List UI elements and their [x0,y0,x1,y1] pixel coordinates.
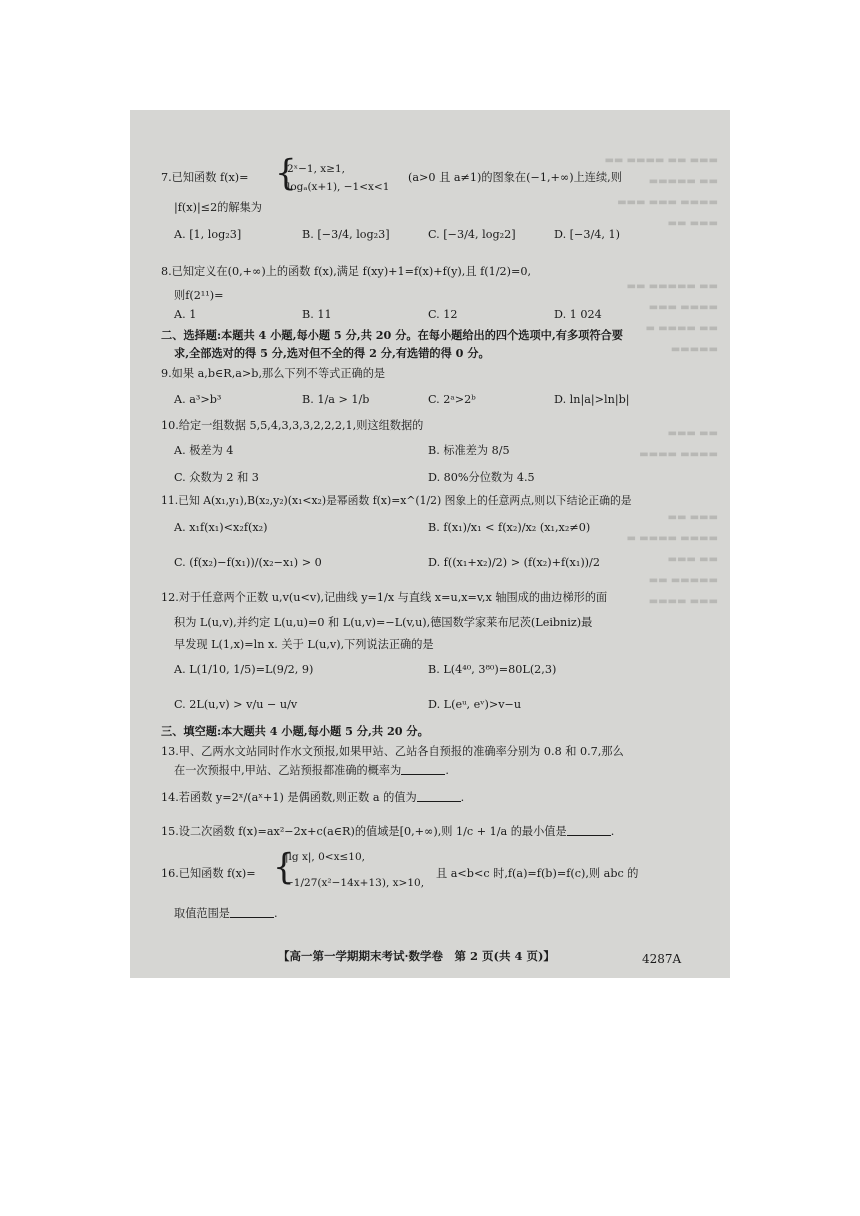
q12-option-c: C. 2L(u,v) > v/u − u/v [174,698,298,711]
q9-option-b: B. 1/a > 1/b [302,393,370,406]
q8-line1: 8.已知定义在(0,+∞)上的函数 f(x),满足 f(xy)+1=f(x)+f(y),且 f(1/2)=0, [161,265,532,278]
q7-prefix: 7.已知函数 f(x)= [161,171,249,184]
q15-text: 15.设二次函数 f(x)=ax²−2x+c(a∈R)的值域是[0,+∞),则 1/c + 1/a 的最小值是 . [161,825,615,838]
q16-answer-blank[interactable] [230,907,274,918]
q7-suffix: (a>0 且 a≠1)的图象在(−1,+∞)上连续,则 [408,171,622,184]
page-footer: 【高一第一学期期末考试·数学卷 第 2 页(共 4 页)】 [278,949,555,963]
section3-heading: 三、填空题:本大题共 4 小题,每小题 5 分,共 20 分。 [161,724,429,738]
q10-stem: 10.给定一组数据 5,5,4,3,3,3,2,2,2,1,则这组数据的 [161,419,424,432]
q15-answer-blank[interactable] [567,825,611,836]
q12-line3: 早发现 L(1,x)=ln x. 关于 L(u,v),下列说法正确的是 [174,638,434,651]
q16-prefix: 16.已知函数 f(x)= [161,867,256,880]
q16-case2: −1/27(x²−14x+13), x>10, [285,877,425,889]
q12-line2: 积为 L(u,v),并约定 L(u,u)=0 和 L(u,v)=−L(v,u),德国数学家莱布尼茨(Leibniz)最 [174,616,593,629]
q13-line1: 13.甲、乙两水文站同时作水文预报,如果甲站、乙站各自预报的准确率分别为 0.8 和 0.7,那么 [161,745,624,758]
q8-option-d: D. 1 024 [554,308,602,321]
q7-brace: { [275,152,297,194]
q7-line2: |f(x)|≤2的解集为 [174,201,262,214]
q16-brace: { [273,846,295,888]
q16-suffix: 且 a<b<c 时,f(a)=f(b)=f(c),则 abc 的 [436,867,639,880]
q11-option-a: A. x₁f(x₁)<x₂f(x₂) [174,521,268,534]
q10-option-a: A. 极差为 4 [174,444,234,457]
q11-stem: 11.已知 A(x₁,y₁),B(x₂,y₂)(x₁<x₂)是幂函数 f(x)=x^(1/2) 图象上的任意两点,则以下结论正确的是 [161,494,632,507]
paper-code: 4287A [642,952,682,966]
q10-option-c: C. 众数为 2 和 3 [174,471,259,484]
q10-option-d: D. 80%分位数为 4.5 [428,471,535,484]
q12-option-d: D. L(eᵘ, eᵛ)>v−u [428,698,522,711]
q12-option-a: A. L(1/10, 1/5)=L(9/2, 9) [174,663,314,676]
q9-option-d: D. ln|a|>ln|b| [554,393,630,406]
q11-option-c: C. (f(x₂)−f(x₁))/(x₂−x₁) > 0 [174,556,322,569]
q11-option-d: D. f((x₁+x₂)/2) > (f(x₂)+f(x₁))/2 [428,556,600,569]
q12-option-b: B. L(4⁴⁰, 3⁸⁰)=80L(2,3) [428,663,557,676]
q7-option-a: A. [1, log₂3] [174,228,242,241]
exam-page [130,110,730,978]
q8-line2: 则f(2¹¹)= [174,289,224,302]
q16-line2: 取值范围是 . [174,907,278,920]
q14-text: 14.若函数 y=2ˣ/(aˣ+1) 是偶函数,则正数 a 的值为 . [161,791,465,804]
section2-heading-cont: 求,全部选对的得 5 分,选对但不全的得 2 分,有选错的得 0 分。 [174,346,490,360]
q7-case1: 2ˣ−1, x≥1, [287,163,346,175]
q10-option-b: B. 标准差为 8/5 [428,444,510,457]
q14-answer-blank[interactable] [417,791,461,802]
q8-option-a: A. 1 [174,308,197,321]
q9-stem: 9.如果 a,b∈R,a>b,那么下列不等式正确的是 [161,367,386,380]
q8-option-c: C. 12 [428,308,458,321]
q7-case2: logₐ(x+1), −1<x<1 [287,181,390,193]
q12-line1: 12.对于任意两个正数 u,v(u<v),记曲线 y=1/x 与直线 x=u,x=v,x 轴围成的曲边梯形的面 [161,591,608,604]
q11-option-b: B. f(x₁)/x₁ < f(x₂)/x₂ (x₁,x₂≠0) [428,521,591,534]
q7-option-c: C. [−3/4, log₂2] [428,228,516,241]
q7-option-d: D. [−3/4, 1) [554,228,621,241]
section2-heading: 二、选择题:本题共 4 小题,每小题 5 分,共 20 分。在每小题给出的四个选项中,有多项符合要 [161,328,623,342]
q13-answer-blank[interactable] [401,764,445,775]
q8-option-b: B. 11 [302,308,332,321]
q16-case1: |lg x|, 0<x≤10, [285,851,365,863]
q9-option-c: C. 2ᵃ>2ᵇ [428,393,476,406]
q7-option-b: B. [−3/4, log₂3] [302,228,390,241]
q13-line2: 在一次预报中,甲站、乙站预报都准确的概率为 . [174,764,449,777]
bleed-through-text: ▬▬▬ ▬▬ ▬▬▬▬ ▬▬ ▬▬ ▬▬▬▬▬ ▬▬▬▬ ▬▬▬ ▬▬▬ ▬▬▬ ▬▬ ▬▬ ▬▬▬▬▬ ▬▬ ▬▬▬▬ ▬▬▬ ▬▬ ▬▬▬▬ ▬ ▬▬▬▬▬ ▬▬ ▬▬▬ ▬▬▬▬ ▬▬▬▬ ▬▬▬ ▬▬ ▬▬▬▬ ▬▬▬▬ ▬ ▬▬ ▬▬▬ ▬▬▬▬▬ ▬▬ ▬▬▬ ▬▬▬▬ [604,155,718,607]
q9-option-a: A. a³>b³ [174,393,222,406]
